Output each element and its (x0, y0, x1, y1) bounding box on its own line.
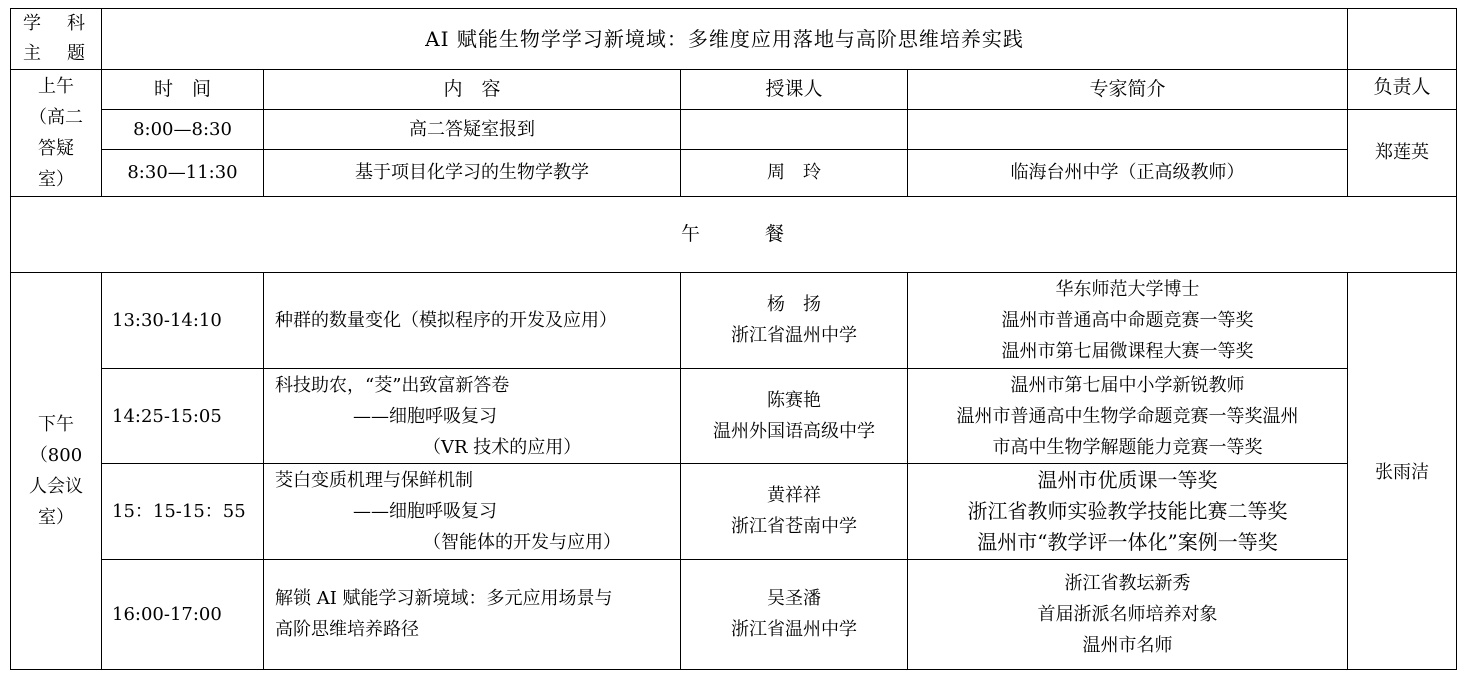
afternoon-expert-2-line-2: 温州市普通高中生物学命题竞赛一等奖温州 (956, 405, 1299, 427)
afternoon-expert-2 (908, 369, 1348, 464)
header-row (11, 70, 1457, 110)
morning-teacher-2: 周 玲 (681, 150, 908, 196)
morning-label-cell (11, 70, 102, 196)
afternoon-label-line-4: 室） (38, 506, 74, 528)
subject-label-line-1: 学 科 (23, 13, 89, 35)
table-row (11, 110, 1457, 150)
morning-content-2: 基于项目化学习的生物学教学 (264, 150, 681, 196)
header-content: 内 容 (264, 70, 681, 110)
subject-label-line-2: 主 题 (23, 43, 89, 65)
header-expert: 专家简介 (908, 70, 1348, 110)
afternoon-teacher-1-school: 浙江省温州中学 (731, 325, 857, 347)
afternoon-responsible: 张雨洁 (1348, 272, 1457, 669)
afternoon-content-3-line-1: 茭白变质机理与保鲜机制 (275, 469, 473, 491)
afternoon-label-line-2: （800 (29, 444, 83, 466)
morning-expert-2: 临海台州中学（正高级教师） (908, 150, 1348, 196)
afternoon-content-3-line-2: ——细胞呼吸复习 (353, 500, 497, 522)
theme-row (11, 9, 1457, 70)
header-responsible: 负责人 (1348, 70, 1457, 110)
afternoon-teacher-4-name: 吴圣潘 (767, 588, 821, 610)
afternoon-expert-4-line-3: 温州市名师 (1082, 634, 1173, 656)
afternoon-content-2-line-2: ——细胞呼吸复习 (353, 405, 497, 427)
morning-responsible: 郑莲英 (1348, 110, 1457, 196)
afternoon-label-line-1: 下午 (38, 413, 74, 435)
afternoon-content-1 (264, 272, 681, 368)
table-row (11, 272, 1457, 368)
afternoon-expert-4 (908, 559, 1348, 669)
afternoon-expert-3-line-2: 浙江省教师实验教学技能比赛二等奖 (967, 498, 1288, 523)
afternoon-label-cell (11, 272, 102, 669)
afternoon-teacher-2-school: 温州外国语高级中学 (713, 421, 875, 443)
afternoon-time-1: 13:30-14:10 (102, 272, 264, 368)
schedule-table (10, 8, 1457, 670)
table-row (11, 150, 1457, 196)
afternoon-teacher-1 (681, 272, 908, 368)
afternoon-time-3: 15：15-15：55 (102, 464, 264, 559)
morning-label-line-2: （高二 (29, 106, 83, 128)
afternoon-expert-4-line-2: 首届浙派名师培养对象 (1037, 603, 1218, 625)
afternoon-teacher-2 (681, 369, 908, 464)
afternoon-content-4 (264, 559, 681, 669)
afternoon-time-4: 16:00-17:00 (102, 559, 264, 669)
afternoon-content-3-line-3: （智能体的开发与应用） (423, 531, 621, 553)
morning-time-1: 8:00—8:30 (102, 110, 264, 150)
afternoon-expert-3-line-3: 温州市“教学评一体化”案例一等奖 (977, 529, 1278, 554)
afternoon-expert-3-line-1: 温州市优质课一等奖 (1037, 467, 1218, 492)
morning-label-line-4: 室） (38, 168, 74, 190)
header-teacher: 授课人 (681, 70, 908, 110)
table-row (11, 369, 1457, 464)
afternoon-content-2 (264, 369, 681, 464)
afternoon-teacher-1-name: 杨 扬 (767, 294, 821, 316)
afternoon-expert-1-line-3: 温州市第七届微课程大赛一等奖 (1001, 340, 1254, 362)
lunch-label: 午 餐 (11, 196, 1457, 272)
afternoon-content-2-line-1: 科技助农，“茭”出致富新答卷 (275, 374, 510, 396)
afternoon-content-3 (264, 464, 681, 559)
morning-teacher-1 (681, 110, 908, 150)
afternoon-content-4-line-2: 高阶思维培养路径 (275, 619, 419, 641)
afternoon-content-1-line-1: 种群的数量变化（模拟程序的开发及应用） (275, 309, 617, 331)
theme-empty-cell (1348, 9, 1457, 70)
afternoon-teacher-3-school: 浙江省苍南中学 (731, 516, 857, 538)
morning-label-line-3: 答疑 (38, 137, 74, 159)
afternoon-teacher-3 (681, 464, 908, 559)
afternoon-expert-1-line-1: 华东师范大学博士 (1055, 278, 1200, 300)
afternoon-expert-2-line-3: 市高中生物学解题能力竞赛一等奖 (992, 436, 1263, 458)
table-row (11, 559, 1457, 669)
lunch-row (11, 196, 1457, 272)
afternoon-teacher-3-name: 黄祥祥 (767, 485, 821, 507)
morning-content-1: 高二答疑室报到 (264, 110, 681, 150)
afternoon-expert-1 (908, 272, 1348, 368)
afternoon-time-2: 14:25-15:05 (102, 369, 264, 464)
afternoon-teacher-4-school: 浙江省温州中学 (731, 619, 857, 641)
afternoon-label-line-3: 人会议 (29, 475, 83, 497)
subject-label-cell (11, 9, 102, 70)
afternoon-expert-2-line-1: 温州市第七届中小学新锐教师 (1010, 374, 1245, 396)
table-row (11, 464, 1457, 559)
afternoon-expert-4-line-1: 浙江省教坛新秀 (1064, 572, 1191, 594)
afternoon-expert-1-line-2: 温州市普通高中命题竞赛一等奖 (1001, 309, 1254, 331)
morning-expert-1 (908, 110, 1348, 150)
afternoon-teacher-2-name: 陈赛艳 (767, 390, 821, 412)
theme-title: AI 赋能生物学学习新境域：多维度应用落地与高阶思维培养实践 (102, 9, 1348, 70)
header-time: 时 间 (102, 70, 264, 110)
morning-time-2: 8:30—11:30 (102, 150, 264, 196)
afternoon-content-4-line-1: 解锁 AI 赋能学习新境域：多元应用场景与 (275, 588, 613, 610)
afternoon-teacher-4 (681, 559, 908, 669)
morning-label-line-1: 上午 (38, 75, 74, 97)
afternoon-content-2-line-3: （VR 技术的应用） (423, 436, 582, 458)
afternoon-expert-3 (908, 464, 1348, 559)
